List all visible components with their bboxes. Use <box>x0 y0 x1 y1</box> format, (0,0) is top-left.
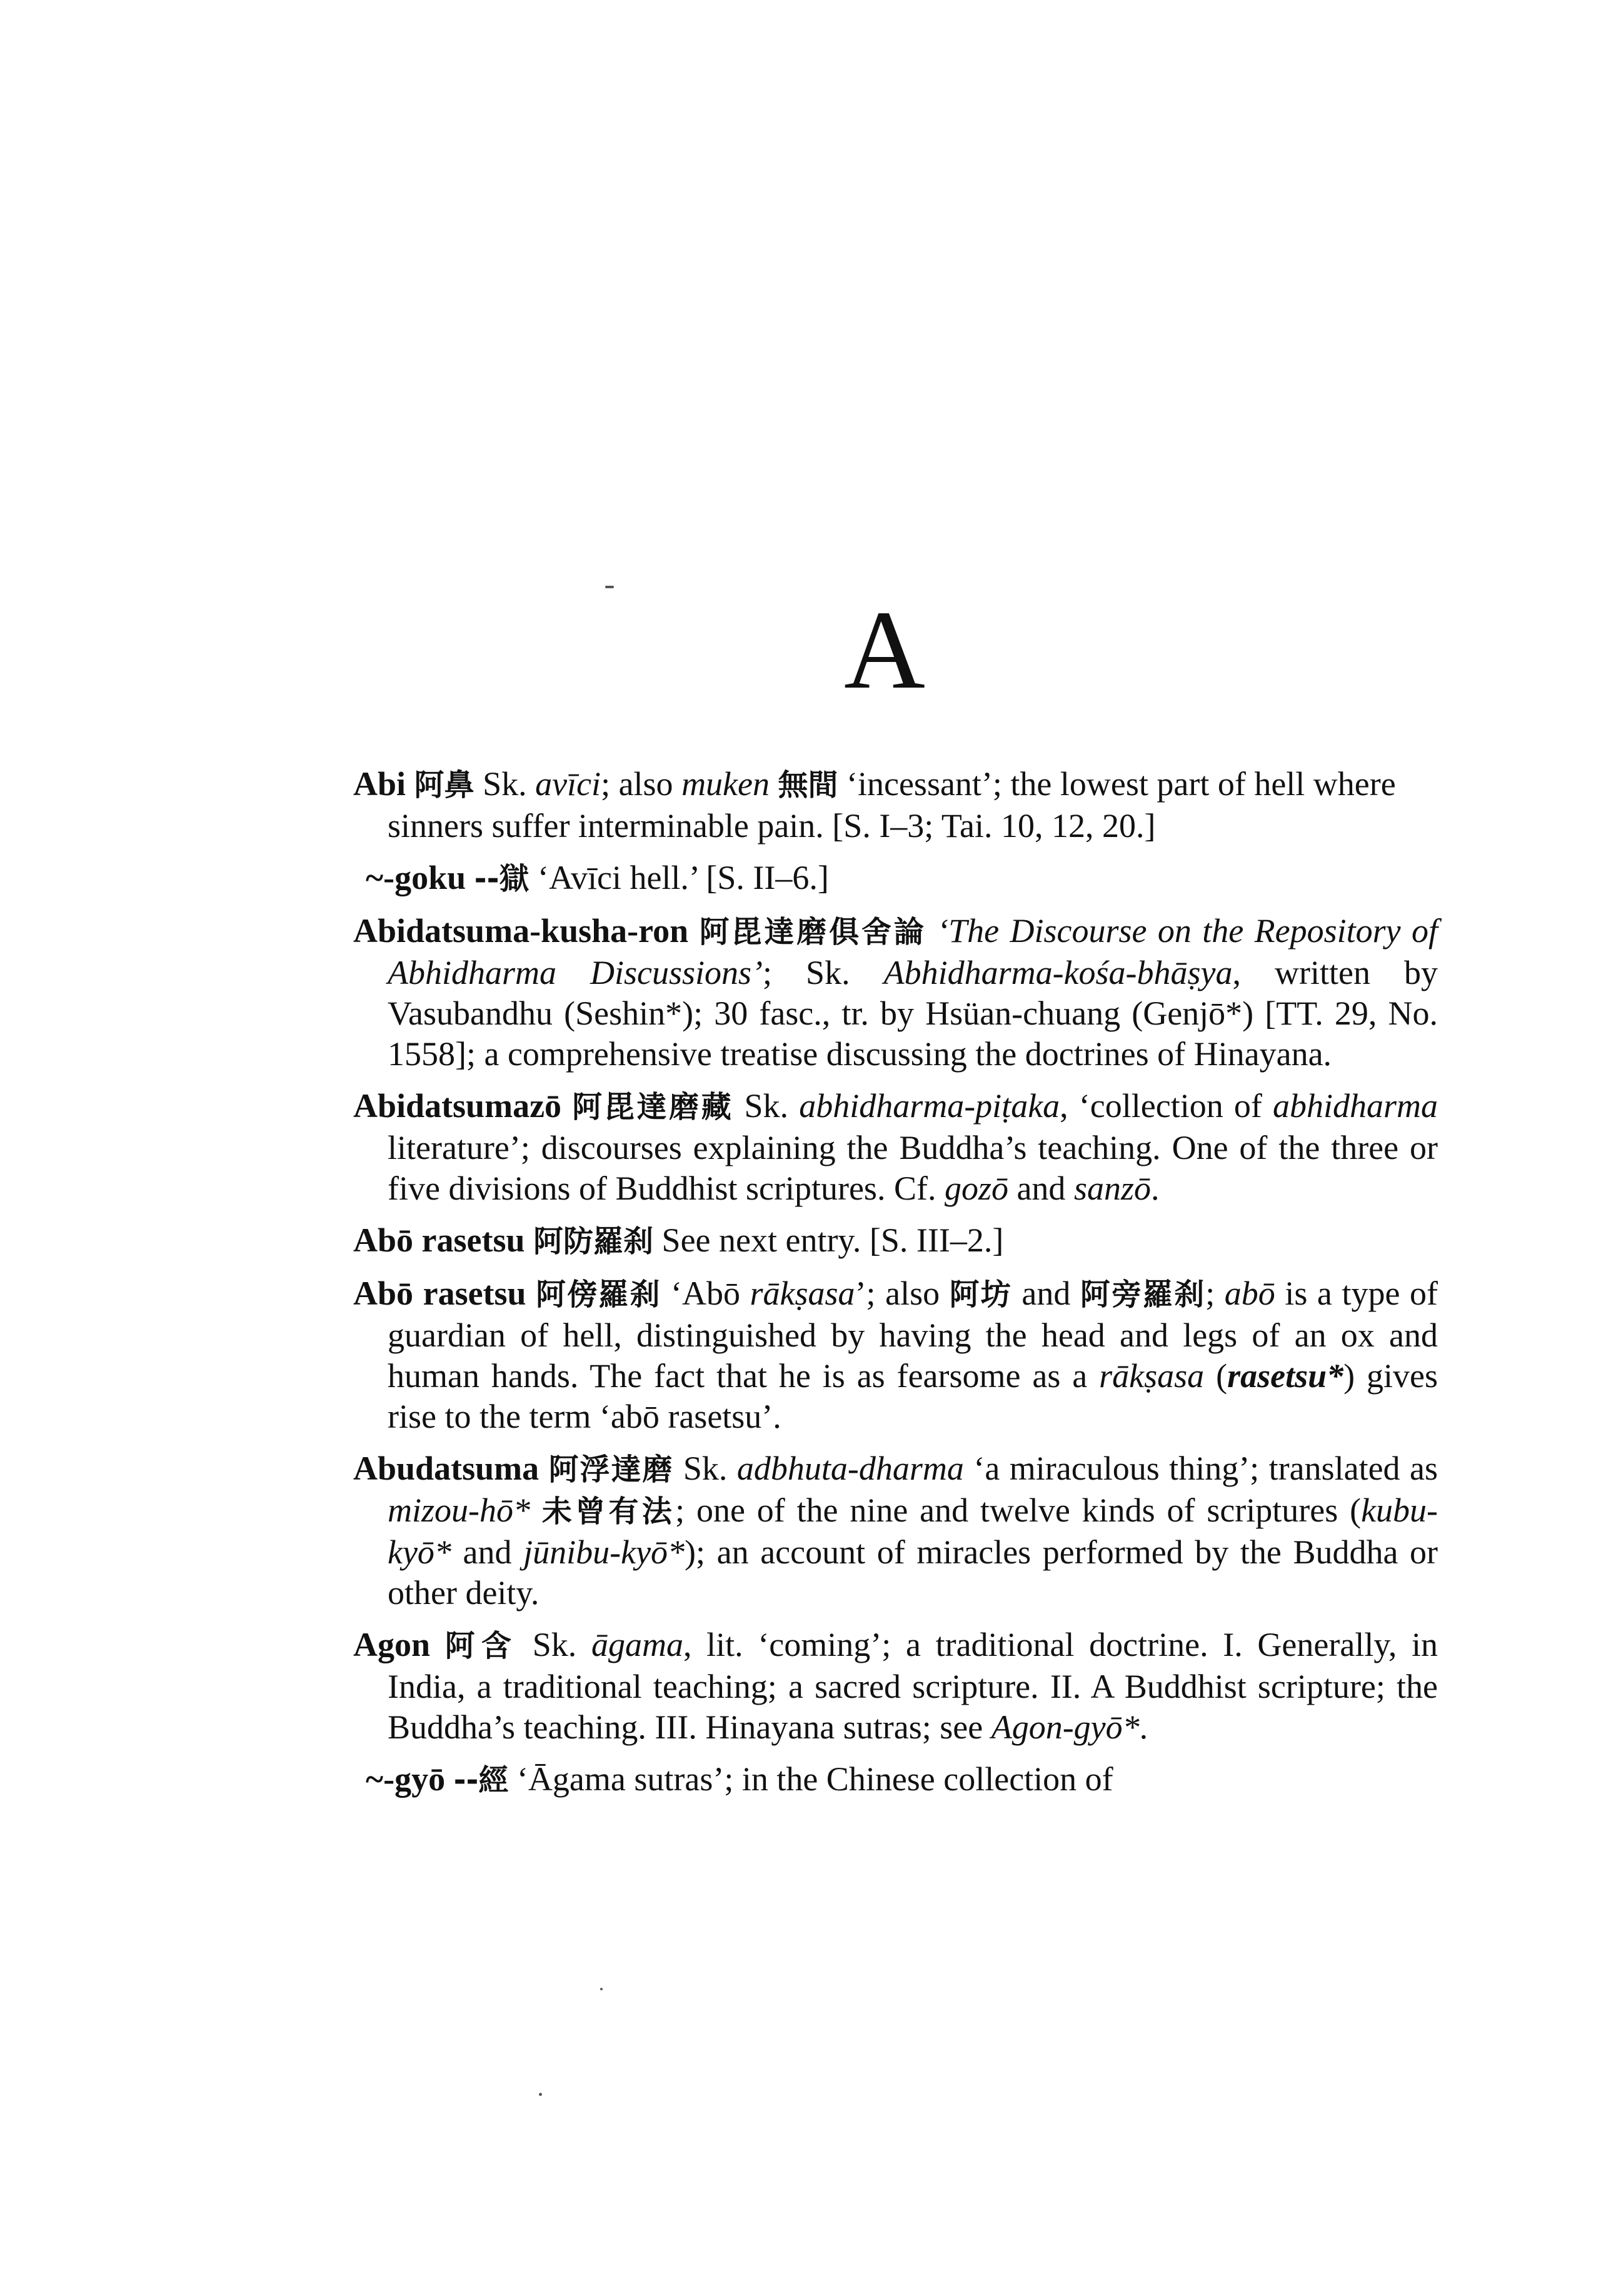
definition-text: Sk. <box>518 1626 591 1663</box>
definition-text: ‘Āgama sutras’; in the Chinese collection of <box>508 1760 1113 1798</box>
alternate-term: muken <box>681 765 770 803</box>
kanji: --獄 <box>474 861 529 896</box>
definition-text: and <box>1011 1275 1080 1312</box>
kanji: 無間 <box>778 768 838 803</box>
headword: Abō rasetsu <box>353 1275 526 1312</box>
definition-text: ‘Abō <box>661 1275 750 1312</box>
kanji: 阿浮達磨 <box>548 1452 674 1487</box>
entry-list <box>353 764 1438 1812</box>
headword: Abidatsuma-kusha-ron <box>353 912 689 950</box>
cross-reference: sanzō <box>1073 1170 1151 1207</box>
entry-abo-rasetsu-2 <box>353 1273 1438 1437</box>
headword: ~-gyō <box>366 1760 446 1798</box>
definition-text: ’; also <box>855 1275 950 1312</box>
cross-reference: Agon-gyō* <box>991 1708 1140 1746</box>
sanskrit-term: Abhidharma-kośa-bhāṣya <box>883 954 1233 991</box>
kanji: 阿防羅刹 <box>533 1224 654 1259</box>
sanskrit-term: abhidharma-piṭaka <box>799 1087 1060 1125</box>
work-title: ‘The Discourse on the Repository of Abhidharma Discussions’ <box>388 912 1438 991</box>
definition-text: ( <box>1204 1357 1228 1395</box>
entry-agon <box>353 1625 1438 1748</box>
entry-abi-goku <box>366 858 1438 900</box>
definition-text: ; Sk. <box>763 954 884 991</box>
definition-text: , ‘collection of <box>1060 1087 1273 1125</box>
italic-term: abhidharma <box>1272 1087 1438 1125</box>
sanskrit-term: rākṣasa <box>750 1275 855 1312</box>
entry-abo-rasetsu-1 <box>353 1220 1438 1262</box>
definition-text: . <box>1150 1170 1160 1207</box>
definition-text: ; also <box>601 765 682 803</box>
kanji: 阿傍羅刹 <box>536 1277 661 1312</box>
headword: Abudatsuma <box>353 1450 540 1487</box>
cross-reference: kubu-kyō* <box>388 1491 1438 1571</box>
definition-text: literature’; discourses explaining the Buddha’s teaching. One of the three or five divisions of Buddhist scriptures. Cf. <box>388 1129 1438 1207</box>
cross-reference: mizou-hō* <box>388 1491 530 1529</box>
headword: Agon <box>353 1626 431 1663</box>
kanji: 未曾有法 <box>541 1494 676 1529</box>
definition-text: Sk. <box>474 765 536 803</box>
definition-text: is a type of guardian of hell, distinguished by having the head and legs of an ox and human hands. The fact that he is as fearsome as a <box>388 1275 1438 1395</box>
entry-agon-gyo <box>366 1759 1438 1801</box>
kanji: 阿旁羅刹 <box>1080 1277 1206 1312</box>
sanskrit-term: āgama <box>591 1626 683 1663</box>
cross-reference: rasetsu* <box>1227 1357 1344 1395</box>
definition-text: , lit. ‘coming’; a traditional doctrine. I. Generally, in India, a traditional teaching; a sacred scripture. II. A Buddhist scripture; the Buddha’s teaching. III. Hinayana sutras; see <box>388 1626 1438 1746</box>
entry-abidatsumazo <box>353 1086 1438 1209</box>
kanji: 阿含 <box>444 1628 518 1663</box>
kanji: 阿毘達磨藏 <box>572 1090 734 1125</box>
sanskrit-term: avīci <box>535 765 601 803</box>
entry-abi <box>353 764 1438 846</box>
sanskrit-term: adbhuta-dharma <box>736 1450 964 1487</box>
cross-reference: jūnibu-kyō* <box>523 1533 685 1571</box>
entry-abudatsuma <box>353 1448 1438 1613</box>
definition-text: ; one of the nine and twelve kinds of scriptures ( <box>675 1491 1362 1529</box>
section-letter: A <box>844 588 925 712</box>
headword: Abi <box>353 765 406 803</box>
definition-text: ) gives rise to the term ‘abō rasetsu’. <box>388 1357 1438 1435</box>
ink-speck <box>605 586 614 588</box>
definition-text: ; <box>1205 1275 1225 1312</box>
entry-abidatsuma-kusha-ron <box>353 911 1438 1075</box>
kanji: 阿坊 <box>949 1277 1012 1312</box>
kanji: 阿毘達磨俱舍論 <box>699 915 926 950</box>
definition-text: ); an account of miracles performed by the Buddha or other deity. <box>388 1533 1438 1612</box>
headword: Abō rasetsu <box>353 1221 525 1259</box>
definition-text: . <box>1139 1708 1148 1746</box>
definition-text: ‘Avīci hell.’ [S. II–6.] <box>529 859 829 896</box>
kanji: --經 <box>453 1763 509 1798</box>
definition-text: Sk. <box>733 1087 800 1125</box>
ink-speck <box>539 2093 542 2096</box>
italic-term: abō <box>1224 1275 1275 1312</box>
sanskrit-term: rākṣasa <box>1099 1357 1205 1395</box>
ink-speck <box>600 1988 603 1990</box>
definition-text: and <box>1008 1170 1074 1207</box>
definition-text: See next entry. [S. III–2.] <box>653 1221 1004 1259</box>
cross-reference: gozō <box>944 1170 1008 1207</box>
headword: ~-goku <box>366 859 466 896</box>
definition-text: ‘a miraculous thing’; translated as <box>963 1450 1438 1487</box>
definition-text: ‘incessant’; the lowest part of hell where sinners suffer interminable pain. [S. I–3; Tai. 10, 12, 20.] <box>388 765 1396 845</box>
kanji: 阿鼻 <box>414 768 474 803</box>
definition-text: and <box>451 1533 524 1571</box>
headword: Abidatsumazō <box>353 1087 562 1125</box>
definition-text: Sk. <box>673 1450 737 1487</box>
definition-text: , written by Vasubandhu (Seshin*); 30 fasc., tr. by Hsüan-chuang (Genjō*) [TT. 29, No. 1558]; a comprehensive treatise discussing the doctrines of Hinayana. <box>388 954 1438 1073</box>
